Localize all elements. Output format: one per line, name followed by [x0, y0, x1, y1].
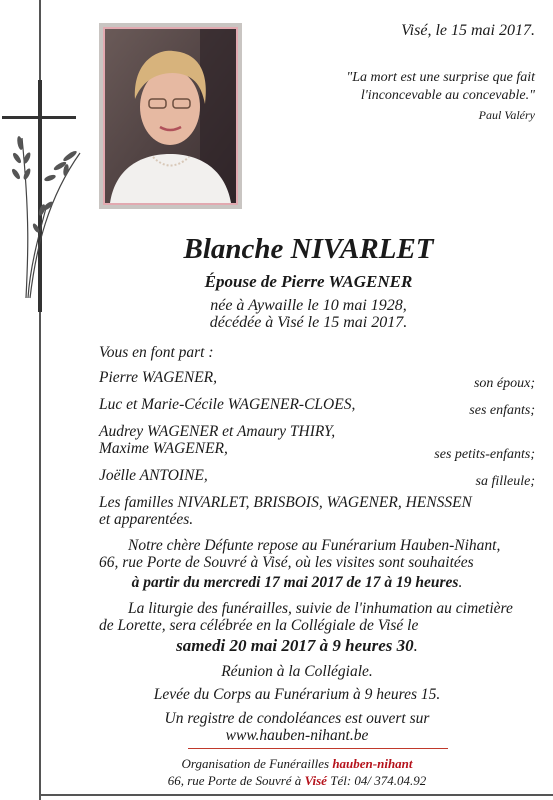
family-names-2: Maxime WAGENER, — [99, 440, 228, 457]
funeral-date-suffix: . — [413, 636, 418, 655]
levee-line: Levée du Corps au Funérarium à 9 heures 15. — [153, 686, 441, 703]
address-phone: Tél: 04/ 374.04.92 — [330, 773, 427, 788]
families-line-1: Les familles NIVARLET, BRISBOIS, WAGENER, HENSSEN — [99, 494, 472, 511]
family-names: Audrey WAGENER et Amaury THIRY, — [99, 423, 336, 440]
death-line: décédée à Visé le 15 mai 2017. — [209, 314, 408, 331]
bottom-border-line — [39, 794, 553, 796]
visits-date: mercredi 17 mai 2017 de 17 à 19 heures — [203, 574, 459, 591]
family-names: Pierre WAGENER, — [99, 369, 218, 386]
org-prefix: Organisation de Funérailles — [181, 756, 330, 771]
meeting-line: Réunion à la Collégiale. — [221, 663, 373, 680]
address-city: Visé — [304, 773, 327, 788]
visits-line-2: 66, rue Porte de Souvré à Visé, où les visites sont souhaitées — [99, 554, 474, 571]
funeral-line-1: La liturgie des funérailles, suivie de l'inhumation au cimetière — [128, 600, 513, 617]
family-relation: ses petits-enfants; — [434, 447, 535, 462]
address-prefix: 66, rue Porte de Souvré à — [167, 773, 302, 788]
deceased-name: Blanche NIVARLET — [183, 233, 434, 265]
quote-line-2: l'inconcevable au concevable." — [360, 88, 535, 103]
quote-author: Paul Valéry — [478, 108, 535, 122]
family-relation: ses enfants; — [469, 403, 535, 418]
register-url[interactable]: www.hauben-nihant.be — [225, 727, 369, 744]
register-line-1: Un registre de condoléances est ouvert sur — [164, 710, 430, 727]
family-intro: Vous en font part : — [99, 344, 214, 361]
footer-address — [41, 773, 553, 789]
family-relation: son époux; — [473, 376, 535, 391]
brand-logo: hauben-nihant — [332, 756, 413, 771]
family-names: Luc et Marie-Cécile WAGENER-CLOES, — [99, 396, 356, 413]
visits-time — [41, 574, 553, 592]
funeral-date-bold: samedi 20 mai 2017 à 9 heures 30 — [176, 636, 414, 655]
portrait-frame — [99, 23, 242, 209]
family-relation: sa filleule; — [475, 474, 535, 489]
visits-suffix: . — [458, 574, 463, 591]
spouse-line: Épouse de Pierre WAGENER — [204, 272, 413, 291]
visits-line-1: Notre chère Défunte repose au Funérarium Hauben-Nihant, — [128, 537, 501, 554]
portrait-photo — [103, 27, 238, 205]
family-names: Joëlle ANTOINE, — [99, 467, 208, 484]
place-date: Visé, le 15 mai 2017. — [401, 22, 535, 39]
footer-org — [41, 756, 553, 772]
funeral-line-2: de Lorette, sera célébrée en la Collégiale de Visé le — [99, 617, 419, 634]
quote-line-1: "La mort est une surprise que fait — [346, 70, 535, 85]
visits-prefix: à partir du — [131, 574, 200, 591]
families-line-2: et apparentées. — [99, 511, 194, 528]
cross-horizontal — [2, 116, 76, 119]
birth-line: née à Aywaille le 10 mai 1928, — [210, 297, 407, 314]
funeral-date — [41, 636, 553, 656]
footer-separator — [188, 748, 448, 749]
